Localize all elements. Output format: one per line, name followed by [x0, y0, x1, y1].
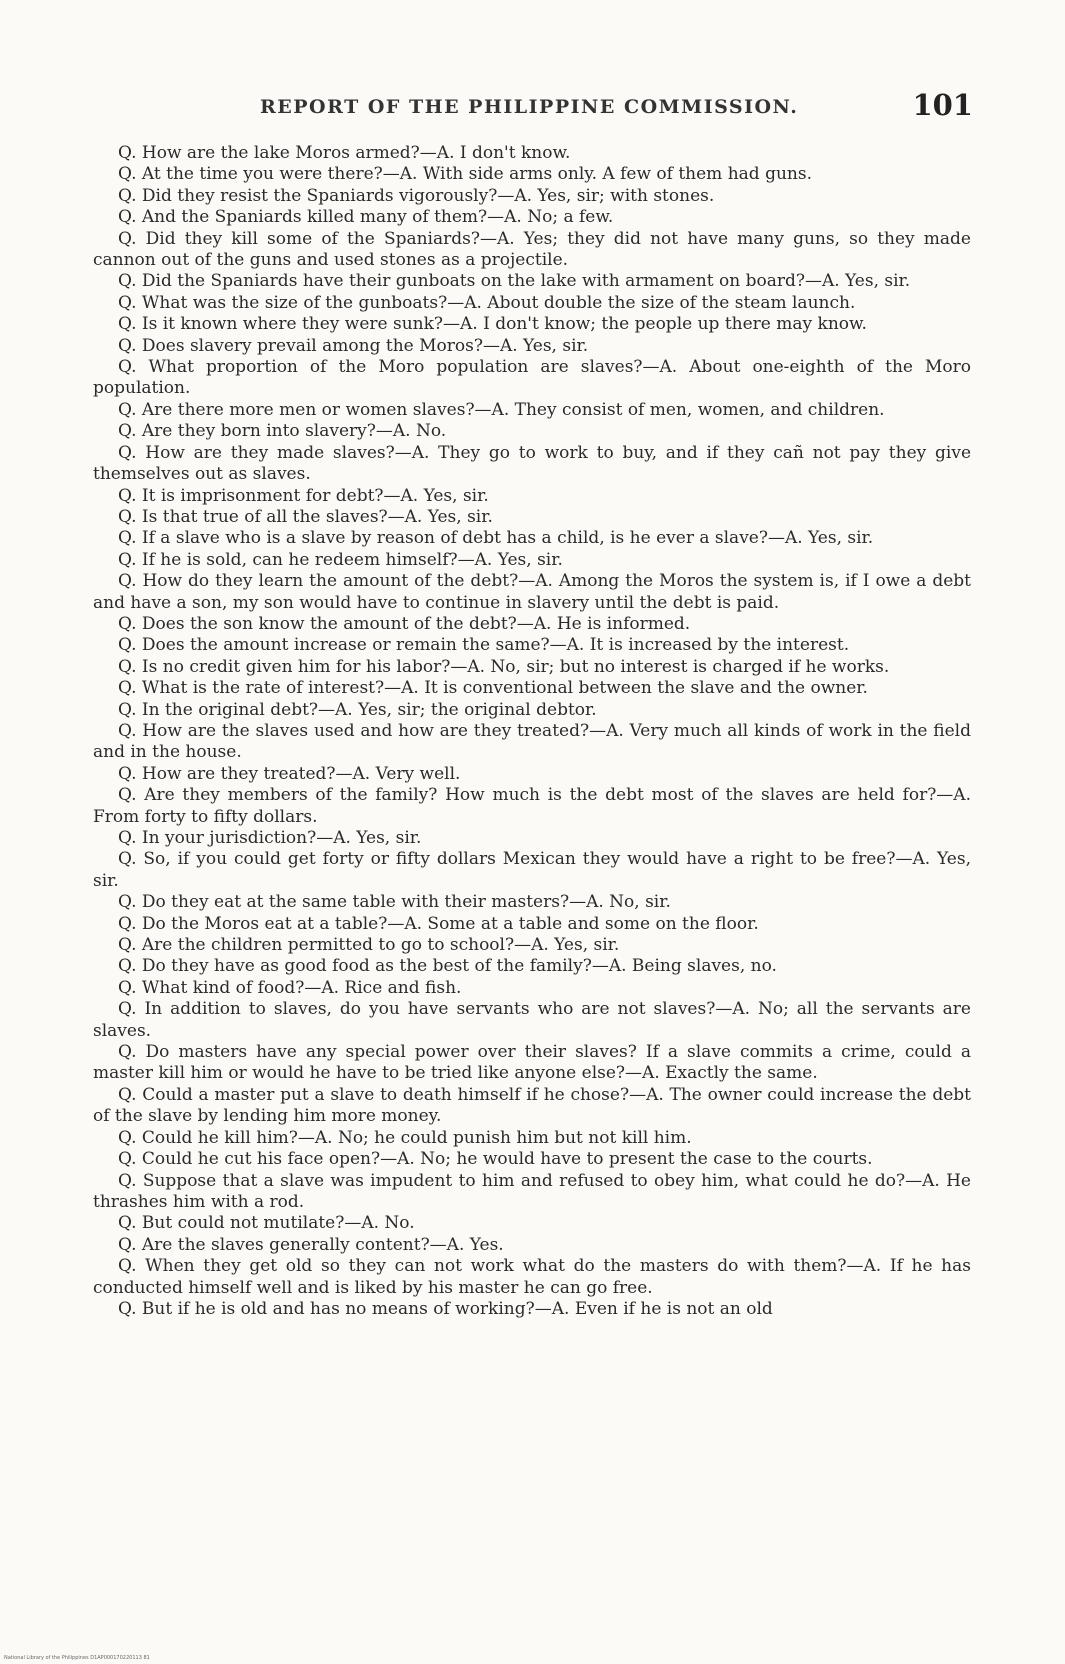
paragraph: Q. Are the slaves generally content?—A. Yes.: [118, 1234, 504, 1255]
library-footer-stamp: National Library of the Philippines D1AP000170220113 81: [4, 1655, 150, 1661]
paragraph: Q. Does the son know the amount of the debt?—A. He is informed.: [118, 613, 691, 634]
paragraph: Q. Does the amount increase or remain the same?—A. It is increased by the interest.: [118, 635, 850, 656]
paragraph: Q. How are the lake Moros armed?—A. I don't know.: [118, 143, 571, 163]
paragraph: Q. Did the Spaniards have their gunboats on the lake with armament on board?—A. Yes, sir.: [118, 271, 911, 292]
paragraph: Q. In your jurisdiction?—A. Yes, sir.: [118, 828, 422, 848]
page-header: [88, 88, 973, 128]
paragraph: Q. Did they kill some of the Spaniards?—A. Yes; they did not have many guns, so they made cannon out of the guns and used stones as a projectile.: [93, 228, 971, 271]
running-title: REPORT OF THE PHILIPPINE COMMISSION.: [260, 96, 799, 118]
body-text: [93, 143, 971, 1320]
paragraph: Q. Could he kill him?—A. No; he could punish him but not kill him.: [118, 1127, 692, 1148]
paragraph: Q. It is imprisonment for debt?—A. Yes, sir.: [118, 485, 489, 506]
paragraph: Q. Are they members of the family? How much is the debt most of the slaves are held for?—A. From forty to fifty dollars.: [93, 785, 971, 827]
paragraph: Q. What is the rate of interest?—A. It is conventional between the slave and the owner.: [118, 678, 868, 699]
paragraph: Q. Are there more men or women slaves?—A. They consist of men, women, and children.: [118, 399, 885, 420]
paragraph: Q. Is it known where they were sunk?—A. I don't know; the people up there may know.: [118, 314, 867, 335]
paragraph: Q. What kind of food?—A. Rice and fish.: [118, 977, 462, 998]
paragraph: Q. How are they treated?—A. Very well.: [118, 763, 461, 784]
paragraph: Q. Is that true of all the slaves?—A. Yes, sir.: [118, 506, 493, 527]
paragraph: Q. What proportion of the Moro population are slaves?—A. About one-eighth of the Moro population.: [93, 357, 971, 399]
paragraph: Q. How do they learn the amount of the debt?—A. Among the Moros the system is, if I owe a debt and have a son, my son would have to continue in slavery until the debt is paid.: [93, 571, 971, 613]
paragraph: Q. Does slavery prevail among the Moros?—A. Yes, sir.: [118, 335, 589, 356]
paragraph: Q. What was the size of the gunboats?—A. About double the size of the steam launch.: [118, 292, 856, 313]
page-number: 101: [912, 88, 973, 122]
paragraph: Q. But if he is old and has no means of working?—A. Even if he is not an old: [118, 1298, 773, 1319]
paragraph: Q. Do masters have any special power over their slaves? If a slave commits a crime, could a master kill him or would he have to be tried like anyone else?—A. Exactly the same.: [93, 1042, 971, 1084]
paragraph: Q. At the time you were there?—A. With side arms only. A few of them had guns.: [118, 164, 812, 185]
paragraph: Q. So, if you could get forty or fifty dollars Mexican they would have a right to be free?—A. Yes, sir.: [93, 849, 971, 891]
paragraph: Q. Could a master put a slave to death himself if he chose?—A. The owner could increase the debt of the slave by lending him more money.: [93, 1084, 971, 1127]
paragraph: Q. In the original debt?—A. Yes, sir; the original debtor.: [118, 699, 597, 720]
paragraph: Q. If a slave who is a slave by reason of debt has a child, is he ever a slave?—A. Yes, sir.: [118, 528, 874, 549]
paragraph: Q. Suppose that a slave was impudent to him and refused to obey him, what could he do?—A. He thrashes him with a rod.: [93, 1170, 971, 1212]
paragraph: Q. In addition to slaves, do you have servants who are not slaves?—A. No; all the servants are slaves.: [93, 999, 971, 1041]
paragraph: Q. Are the children permitted to go to school?—A. Yes, sir.: [118, 935, 620, 956]
paragraph: Q. Do they have as good food as the best of the family?—A. Being slaves, no.: [118, 956, 777, 977]
paragraph: Q. But could not mutilate?—A. No.: [118, 1213, 415, 1234]
paragraph: Q. Are they born into slavery?—A. No.: [118, 421, 447, 442]
paragraph: Q. Do they eat at the same table with their masters?—A. No, sir.: [118, 892, 671, 913]
paragraph: Q. When they get old so they can not work what do the masters do with them?—A. If he has conducted himself well and is liked by his master he can go free.: [93, 1256, 971, 1298]
paragraph: Q. And the Spaniards killed many of them?—A. No; a few.: [118, 207, 614, 228]
paragraph: Q. How are the slaves used and how are they treated?—A. Very much all kinds of work in the field and in the house.: [93, 720, 971, 763]
paragraph: Q. If he is sold, can he redeem himself?—A. Yes, sir.: [118, 549, 563, 570]
paragraph: Q. Did they resist the Spaniards vigorously?—A. Yes, sir; with stones.: [118, 185, 715, 206]
paragraph: Q. Do the Moros eat at a table?—A. Some at a table and some on the floor.: [118, 913, 759, 934]
paragraph: Q. Could he cut his face open?—A. No; he would have to present the case to the courts.: [118, 1149, 873, 1170]
paragraph: Q. Is no credit given him for his labor?—A. No, sir; but no interest is charged if he works.: [118, 656, 890, 677]
paragraph: Q. How are they made slaves?—A. They go to work to buy, and if they cañ not pay they give themselves out as slaves.: [93, 442, 971, 485]
